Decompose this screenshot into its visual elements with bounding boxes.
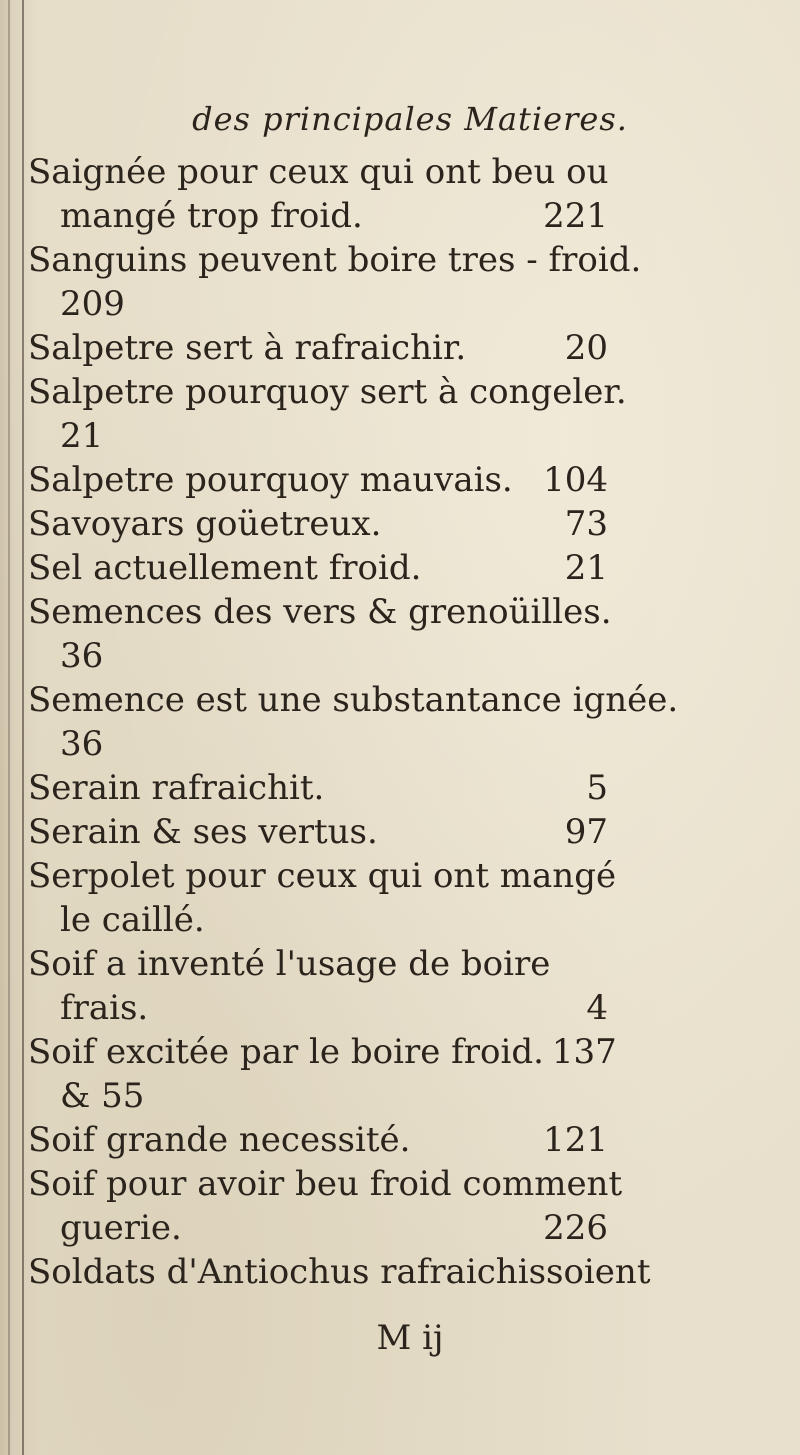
entry-continuation: 36 xyxy=(60,636,104,676)
running-head: des principales Matieres. xyxy=(192,100,628,138)
entry-heading: Semence est une substantance ignée. xyxy=(28,680,679,720)
entry-continuation-line xyxy=(28,634,608,678)
entry-continuation: & 55 xyxy=(60,1076,145,1116)
entry-continuation-line xyxy=(28,898,608,942)
entry-heading: Salpetre sert à rafraichir. xyxy=(28,328,467,368)
entry-continuation: mangé trop froid. xyxy=(60,196,363,236)
entry-heading: Sel actuellement froid. xyxy=(28,548,422,588)
entry-first-line xyxy=(28,766,608,810)
page-fold-line xyxy=(22,0,24,1455)
entry-heading: Serain & ses vertus. xyxy=(28,812,378,852)
entry-continuation: frais. xyxy=(60,988,149,1028)
index-entry xyxy=(28,1250,651,1294)
entry-heading: Soif grande necessité. xyxy=(28,1120,411,1160)
index-entry xyxy=(28,238,642,326)
entry-heading: Serain rafraichit. xyxy=(28,768,325,808)
entry-heading: Saignée pour ceux qui ont beu ou xyxy=(28,152,609,192)
index-entry xyxy=(28,854,617,942)
entry-continuation-line xyxy=(28,194,608,238)
entry-heading: Soldats d'Antiochus rafraichissoient xyxy=(28,1252,651,1292)
page-number: 104 xyxy=(543,460,608,500)
entry-heading: Semences des vers & grenoüilles. xyxy=(28,592,612,632)
entry-first-line xyxy=(28,370,627,414)
page-number: 21 xyxy=(564,548,608,588)
entry-first-line xyxy=(28,1250,651,1294)
index-entry xyxy=(28,150,608,238)
index-entry xyxy=(28,942,608,1030)
entry-continuation-line xyxy=(28,1074,608,1118)
entry-first-line xyxy=(28,942,608,986)
index-entry xyxy=(28,370,627,458)
index-entry xyxy=(28,546,608,590)
index-entry xyxy=(28,766,608,810)
entry-continuation-line xyxy=(28,414,608,458)
entry-continuation-line xyxy=(28,722,608,766)
index-entry xyxy=(28,326,608,370)
entry-heading: Salpetre pourquoy sert à congeler. xyxy=(28,372,627,412)
entry-first-line xyxy=(28,1162,623,1206)
entry-heading: Soif excitée par le boire froid. xyxy=(28,1032,544,1072)
index-entry xyxy=(28,810,608,854)
entry-first-line xyxy=(28,1030,617,1074)
entry-continuation-line xyxy=(28,282,608,326)
entry-first-line xyxy=(28,458,608,502)
entry-first-line xyxy=(28,678,679,722)
index-entry xyxy=(28,1030,617,1118)
index-entry xyxy=(28,458,608,502)
entry-first-line xyxy=(28,546,608,590)
page-number: 221 xyxy=(543,196,608,236)
signature-mark: M ij xyxy=(376,1318,444,1358)
entry-continuation-line xyxy=(28,1206,608,1250)
entry-heading: Salpetre pourquoy mauvais. xyxy=(28,460,513,500)
entry-continuation: 21 xyxy=(60,416,104,456)
entry-heading: Soif a inventé l'usage de boire xyxy=(28,944,551,984)
entry-continuation: 36 xyxy=(60,724,104,764)
entry-first-line xyxy=(28,502,608,546)
page-number: 20 xyxy=(564,328,608,368)
entry-continuation: guerie. xyxy=(60,1208,182,1248)
page-number: 73 xyxy=(564,504,608,544)
page-number: 97 xyxy=(564,812,608,852)
page-number: 137 xyxy=(551,1032,617,1072)
entry-first-line xyxy=(28,238,642,282)
entry-heading: Serpolet pour ceux qui ont mangé xyxy=(28,856,617,896)
page-number: 226 xyxy=(543,1208,608,1248)
index-entry xyxy=(28,678,679,766)
page-edge-line xyxy=(8,0,10,1455)
page-number: 4 xyxy=(586,988,608,1028)
entry-first-line xyxy=(28,810,608,854)
entry-first-line xyxy=(28,590,612,634)
entry-continuation: le caillé. xyxy=(60,900,205,940)
index-entry xyxy=(28,590,612,678)
index-entry xyxy=(28,502,608,546)
entry-continuation-line xyxy=(28,986,608,1030)
page-number: 121 xyxy=(543,1120,608,1160)
entry-continuation: 209 xyxy=(60,284,125,324)
index-entry xyxy=(28,1118,608,1162)
entry-heading: Soif pour avoir beu froid comment xyxy=(28,1164,623,1204)
entry-first-line xyxy=(28,854,617,898)
entry-heading: Savoyars goüetreux. xyxy=(28,504,382,544)
entry-first-line xyxy=(28,326,608,370)
entry-first-line xyxy=(28,1118,608,1162)
index-entry xyxy=(28,1162,623,1250)
entry-first-line xyxy=(28,150,608,194)
index-entries xyxy=(28,150,679,1294)
entry-heading: Sanguins peuvent boire tres - froid. xyxy=(28,240,642,280)
page-number: 5 xyxy=(586,768,608,808)
